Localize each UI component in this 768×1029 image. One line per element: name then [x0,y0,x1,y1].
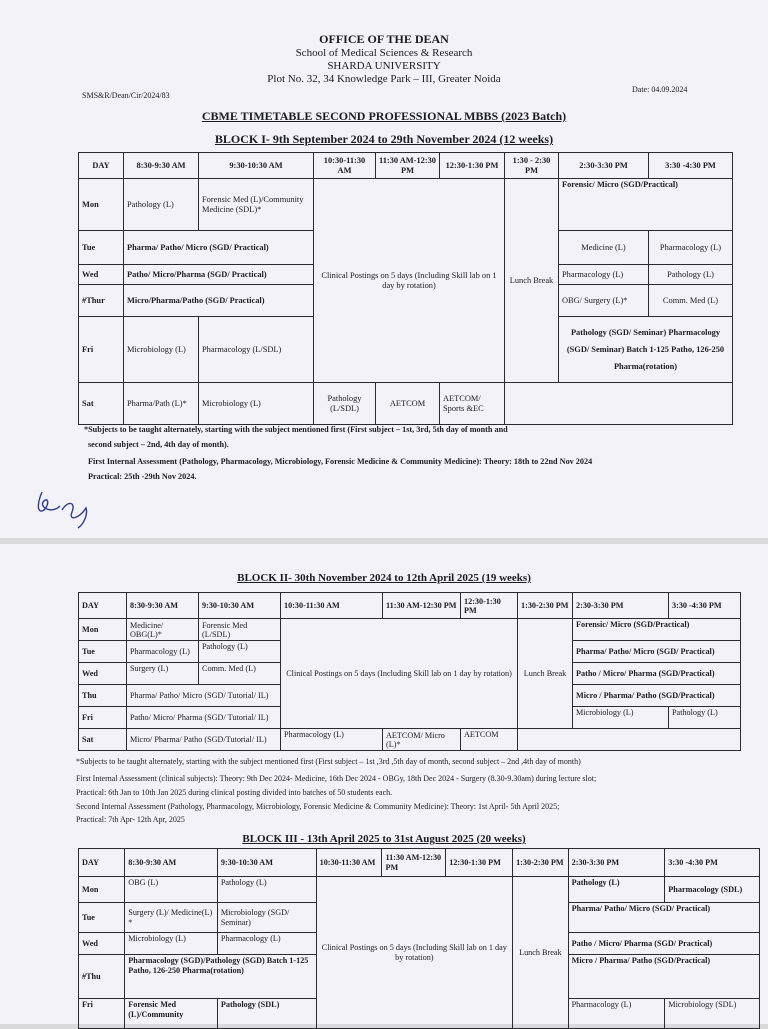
assessment-note: First Internal Assessment (Pathology, Pharmacology, Microbiology, Forensic Medicine & Community Medicine): Theory: 18th to 22nd Nov 2024 [88,457,593,466]
office-title: OFFICE OF THE DEAN [319,32,449,46]
schedule-cell: Pharmacology (SGD)/Pathology (SGD) Batch 1-125 Patho, 126-250 Pharma(rotation) [125,955,316,999]
header-cell: DAY [79,153,124,179]
header-cell: 12:30-1:30 PM [440,153,505,179]
assessment-note: Practical: 6th Jan to 10th Jan 2025 during clinical posting divided into batches of 50 students each. [76,788,393,797]
header-cell: 12:30-1:30 PM [446,849,513,877]
header-cell: 11:30 AM-12:30 PM [376,153,440,179]
day-cell: Sat [79,729,127,751]
block2-title: BLOCK II- 30th November 2024 to 12th April 2025 (19 weeks) [237,572,531,584]
day-cell: Fri [79,707,127,729]
header-cell: 3:30 -4:30 PM [665,849,760,877]
header-cell: 11:30 AM-12:30 PM [382,849,446,877]
day-cell: Thu [79,685,127,707]
schedule-cell: OBG/ Surgery (L)* [559,285,649,317]
schedule-cell: Pharma/ Patho/ Micro (SGD/ Practical) [573,641,741,663]
table-header-row [79,153,733,179]
table-row [79,877,760,903]
schedule-cell: Micro / Pharma/ Patho (SGD/Practical) [573,685,741,707]
header-cell: 3:30 -4:30 PM [669,593,741,619]
header-cell: 8:30-9:30 AM [124,153,199,179]
assessment-note: Practical: 7th Apr- 12th Apr, 2025 [76,815,185,824]
schedule-cell: Microbiology (L) [573,707,669,729]
schedule-cell: Pharmacology (SDL) [665,877,760,903]
schedule-cell: AETCOM/ Sports &EC [440,383,505,425]
schedule-cell: Pathology (L) [124,179,199,231]
header-cell: 8:30-9:30 AM [127,593,199,619]
header-cell: 9:30-10:30 AM [217,849,316,877]
header-cell: 11:30 AM-12:30 PM [383,593,461,619]
reference-number: SMS&R/Dean/Cir/2024/83 [82,91,170,100]
signature-icon [30,484,100,534]
schedule-cell: Surgery (L) [127,663,199,685]
schedule-cell: Micro/Pharma/Patho (SGD/ Practical) [124,285,314,317]
schedule-cell: Microbiology (L) [199,383,314,425]
schedule-cell: Pharmacology (L) [649,231,733,265]
header-cell: 9:30-10:30 AM [199,153,314,179]
header-cell: 10:30-11:30 AM [316,849,382,877]
day-cell: #Thur [79,285,124,317]
circular-date: Date: 04.09.2024 [632,85,688,94]
day-cell: Tue [79,231,124,265]
empty-cell [518,729,741,751]
header-cell: 9:30-10:30 AM [199,593,281,619]
day-cell: Mon [79,179,124,231]
header-cell: 1:30-2:30 PM [518,593,573,619]
clinical-postings-cell: Clinical Postings on 5 days (Including Skill lab on 1 day by rotation) [281,619,518,729]
assessment-note: First Internal Assessment (clinical subjects): Theory: 9th Dec 2024- Medicine, 16th Dec 2024 - OBGy, 18th Dec 2024 - Surgery (8.30-9.30am) during lecture slot; [76,774,597,783]
day-cell: Mon [79,619,127,641]
school-name: School of Medical Sciences & Research [295,47,473,59]
header-cell: 10:30-11:30 AM [281,593,383,619]
schedule-cell: Pharma/ Patho/ Micro (SGD/ Practical) [124,231,314,265]
schedule-cell: Pharmacology (L) [217,933,316,955]
header-cell: 10:30-11:30 AM [314,153,376,179]
day-cell: Tue [79,641,127,663]
schedule-cell: Comm. Med (L) [649,285,733,317]
schedule-cell: AETCOM [461,729,518,751]
schedule-cell: Forensic Med (L/SDL) [199,619,281,641]
block3-title: BLOCK III - 13th April 2025 to 31st August 2025 (20 weeks) [242,833,526,845]
block1-table [78,152,733,425]
schedule-cell: Forensic Med (L)/Community Medicine (SDL)* [199,179,314,231]
schedule-cell: Pharmacology (L/SDL) [199,317,314,383]
footnote: second subject – 2nd, 4th day of month). [88,440,229,449]
schedule-cell: Pathology (SGD/ Seminar) Pharmacology (SGD/ Seminar) Batch 1-125 Patho, 126-250 Pharma(rotation) [559,317,733,383]
clinical-postings-cell: Clinical Postings on 5 days (Including Skill lab on 1 day by rotation) [316,877,512,1029]
schedule-cell: Micro/ Pharma/ Patho (SGD/Tutorial/ IL) [127,729,281,751]
header-cell: 3:30 -4:30 PM [649,153,733,179]
schedule-cell: Pathology (SDL) [217,999,316,1029]
schedule-cell: Pharma/ Patho/ Micro (SGD/ Tutorial/ IL) [127,685,281,707]
day-cell: Tue [79,903,125,933]
schedule-cell: Surgery (L)/ Medicine(L) * [125,903,218,933]
header-cell: 2:30-3:30 PM [568,849,665,877]
schedule-cell: Microbiology (SDL) [665,999,760,1029]
timetable-title: CBME TIMETABLE SECOND PROFESSIONAL MBBS (2023 Batch) [201,109,567,123]
assessment-note: Second Internal Assessment (Pathology, Pharmacology, Microbiology, Forensic Medicine & Community Medicine): Theory: 1st April- 5th April 2025; [76,802,560,811]
schedule-cell: Pathology (L) [669,707,741,729]
schedule-cell: Pharmacology (L) [568,999,665,1029]
schedule-cell: Patho / Micro/ Pharma (SGD/ Practical) [568,933,759,955]
schedule-cell: Pathology (L) [217,877,316,903]
schedule-cell: Pathology (L) [649,265,733,285]
lunch-break-cell: Lunch Break [505,179,559,383]
header-cell: 1:30 - 2:30 PM [505,153,559,179]
day-cell: #Thu [79,955,125,999]
schedule-cell: Micro / Pharma/ Patho (SGD/Practical) [568,955,759,999]
clinical-postings-cell: Clinical Postings on 5 days (Including Skill lab on 1 day by rotation) [314,179,505,383]
schedule-cell: Pharmacology (L) [559,265,649,285]
block2-table [78,592,741,751]
empty-cell [505,383,733,425]
schedule-cell: Microbiology (SGD/ Seminar) [217,903,316,933]
schedule-cell: Pathology (L/SDL) [314,383,376,425]
schedule-cell: Medicine/ OBG(L)* [127,619,199,641]
day-cell: Wed [79,265,124,285]
schedule-cell: Pharmacology (L) [281,729,383,751]
schedule-cell: Forensic/ Micro (SGD/Practical) [559,179,733,231]
header-cell: 12:30-1:30 PM [461,593,518,619]
schedule-cell: Pharmacology (L) [127,641,199,663]
schedule-cell: Microbiology (L) [124,317,199,383]
table-header-row [79,849,760,877]
lunch-break-cell: Lunch Break [513,877,569,1029]
table-row [79,619,741,641]
table-row [79,729,741,751]
schedule-cell: AETCOM [376,383,440,425]
university-name: SHARDA UNIVERSITY [327,60,441,72]
schedule-cell: Pharma/Path (L)* [124,383,199,425]
schedule-cell: Forensic/ Micro (SGD/Practical) [573,619,741,641]
day-cell: Wed [79,933,125,955]
schedule-cell: Microbiology (L) [125,933,218,955]
header-cell: 1:30-2:30 PM [513,849,569,877]
schedule-cell: Forensic Med (L)/Community [125,999,218,1029]
schedule-cell: Medicine (L) [559,231,649,265]
block3-table [78,848,760,1029]
schedule-cell: Patho / Micro/ Pharma (SGD/Practical) [573,663,741,685]
footnote: *Subjects to be taught alternately, starting with the subject mentioned first (First subject – 1st ,3rd ,5th day of month, second subject – 2nd ,4th day of month) [76,757,581,766]
day-cell: Fri [79,999,125,1029]
header-cell: 8:30-9:30 AM [125,849,218,877]
schedule-cell: Pharma/ Patho/ Micro (SGD/ Practical) [568,903,759,933]
day-cell: Fri [79,317,124,383]
table-row [79,179,733,231]
page-2 [0,544,768,1024]
assessment-note: Practical: 25th -29th Nov 2024. [88,472,197,481]
day-cell: Mon [79,877,125,903]
schedule-cell: OBG (L) [125,877,218,903]
table-row [79,383,733,425]
header-cell: 2:30-3:30 PM [559,153,649,179]
header-cell: DAY [79,593,127,619]
schedule-cell: Patho/ Micro/ Pharma (SGD/ Tutorial/ IL) [127,707,281,729]
schedule-cell: Comm. Med (L) [199,663,281,685]
schedule-cell: AETCOM/ Micro (L)* [383,729,461,751]
block1-title: BLOCK I- 9th September 2024 to 29th November 2024 (12 weeks) [214,132,554,146]
schedule-cell: Patho/ Micro/Pharma (SGD/ Practical) [124,265,314,285]
schedule-cell: Pathology (L) [568,877,665,903]
table-header-row [79,593,741,619]
schedule-cell: Pathology (L) [199,641,281,663]
day-cell: Sat [79,383,124,425]
address: Plot No. 32, 34 Knowledge Park – III, Greater Noida [267,73,501,85]
lunch-break-cell: Lunch Break [518,619,573,729]
day-cell: Wed [79,663,127,685]
footnote: *Subjects to be taught alternately, starting with the subject mentioned first (First subject – 1st, 3rd, 5th day of month and [84,425,508,434]
header-cell: DAY [79,849,125,877]
header-cell: 2:30-3:30 PM [573,593,669,619]
